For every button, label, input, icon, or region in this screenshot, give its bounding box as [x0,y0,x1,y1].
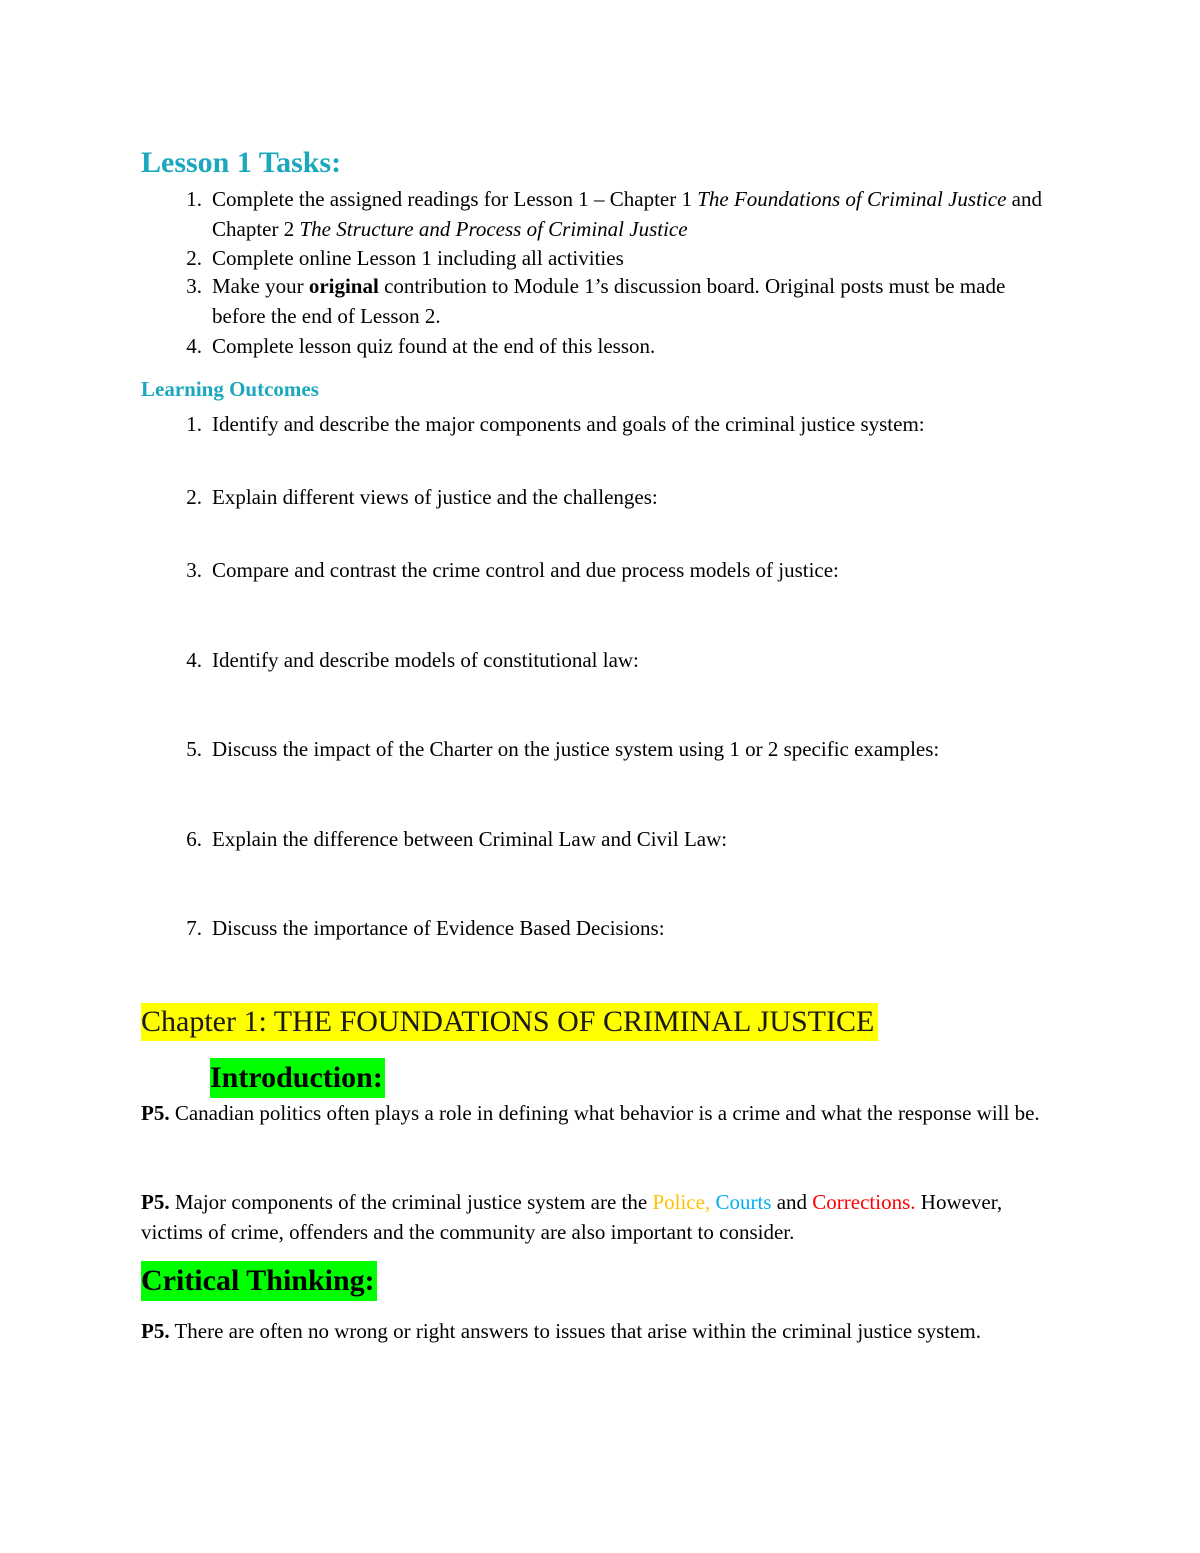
paragraph-text: and [771,1190,813,1214]
corrections-term: Corrections. [812,1190,916,1214]
list-number: 4. [186,648,202,672]
page-reference: P5. [141,1319,170,1343]
critical-thinking-paragraph [141,1316,1041,1346]
outcome-text: Explain different views of justice and the challenges: [212,485,658,509]
task-text-part: and Chapter 2 [212,187,1042,241]
paragraph-text: Canadian politics often plays a role in defining what behavior is a crime and what the response will be. [169,1101,1040,1125]
police-term: Police, [652,1190,711,1214]
task-text: Complete online Lesson 1 including all activities [212,246,624,270]
list-number: 2. [186,485,202,509]
paragraph-text: However, victims of crime, offenders and the community are also important to consider. [141,1190,1003,1244]
outcome-text: Compare and contrast the crime control and due process models of justice: [212,558,839,582]
list-number: 2. [186,246,202,270]
paragraph-text: Major components of the criminal justice system are the [169,1190,653,1214]
book-title-italic: The Foundations of Criminal Justice [697,187,1007,211]
list-number: 3. [186,558,202,582]
list-number: 7. [186,916,202,940]
outcome-text: Discuss the impact of the Charter on the justice system using 1 or 2 specific examples: [212,737,940,761]
list-number: 6. [186,827,202,851]
task-text [212,184,1062,244]
book-title-italic: The Structure and Process of Criminal Justice [299,217,688,241]
intro-paragraph-2 [141,1187,1041,1247]
outcome-text: Identify and describe models of constitutional law: [212,648,639,672]
bold-emphasis: original [308,274,379,298]
intro-paragraph-1 [141,1098,1041,1128]
courts-term: Courts [715,1190,772,1214]
page-reference: P5. [141,1190,170,1214]
chapter-heading: Chapter 1: THE FOUNDATIONS OF CRIMINAL JUSTICE [141,1003,878,1041]
page-reference: P5. [141,1101,170,1125]
task-text [212,271,1062,331]
learning-outcomes-heading: Learning Outcomes [141,377,319,401]
list-number: 4. [186,334,202,358]
paragraph-text: There are often no wrong or right answers to issues that arise within the criminal justice system. [169,1319,981,1343]
list-number: 3. [186,274,202,298]
task-text-part: Complete the assigned readings for Lesson 1 – Chapter 1 [212,187,698,211]
task-text-part: contribution to Module 1’s discussion board. Original posts must be made before the end of Lesson 2. [212,274,1006,328]
list-number: 1. [186,187,202,211]
lesson-tasks-heading: Lesson 1 Tasks: [141,146,342,179]
task-text: Complete lesson quiz found at the end of this lesson. [212,334,656,358]
list-number: 5. [186,737,202,761]
list-number: 1. [186,412,202,436]
outcome-text: Discuss the importance of Evidence Based Decisions: [212,916,665,940]
introduction-heading: Introduction: [210,1058,385,1098]
outcome-text: Identify and describe the major components and goals of the criminal justice system: [212,412,925,436]
critical-thinking-heading: Critical Thinking: [141,1261,377,1301]
outcome-text: Explain the difference between Criminal Law and Civil Law: [212,827,728,851]
task-text-part: Make your [212,274,309,298]
